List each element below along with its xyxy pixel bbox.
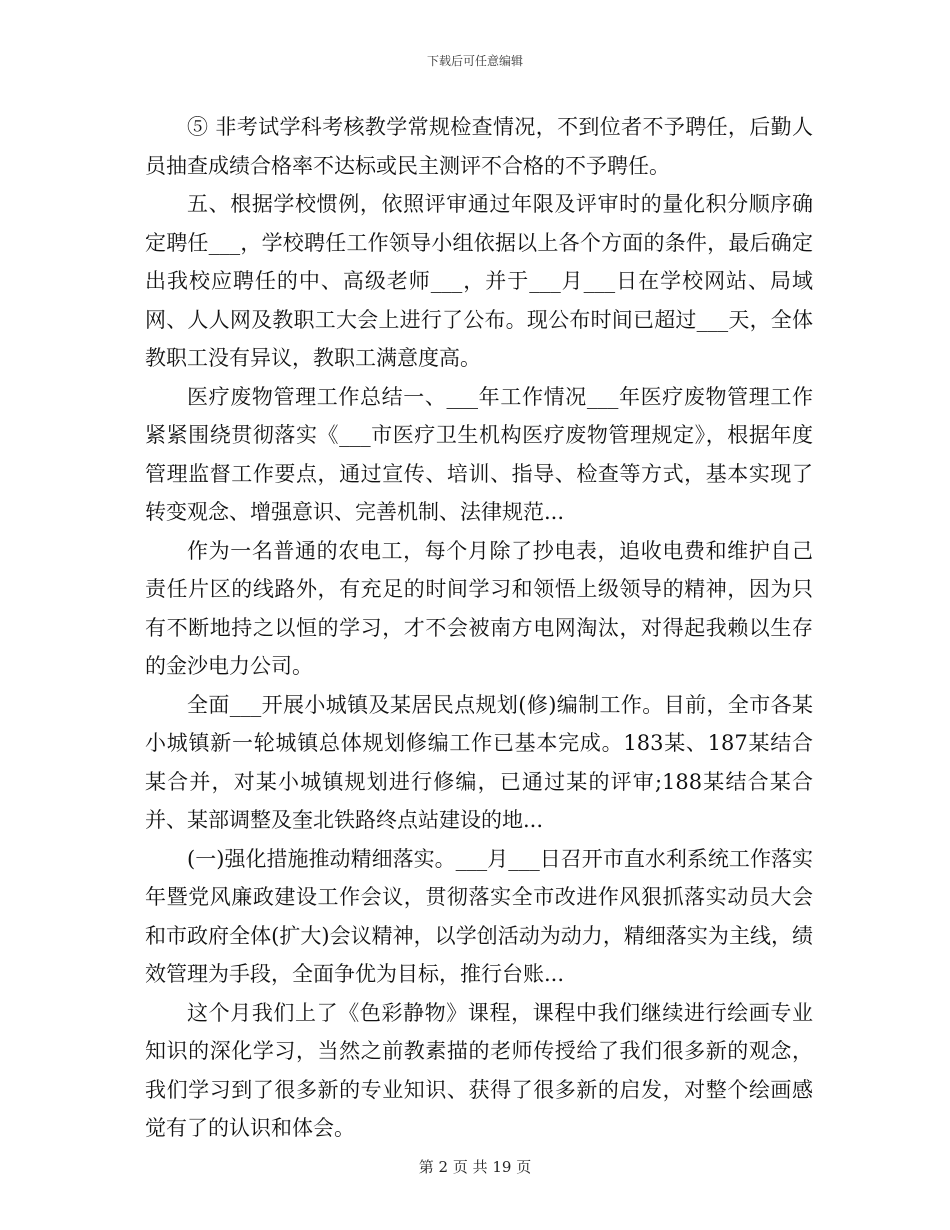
paragraph-7: 这个月我们上了《色彩静物》课程，课程中我们继续进行绘画专业知识的深化学习，当然之前教素描的老师传授给了我们很多新的观念，我们学习到了很多新的专业知识、获得了很多新的启发，对整个绘画感觉有了的认识和体会。: [145, 1000, 813, 1140]
document-body: [145, 108, 813, 1148]
paragraph-4: 作为一名普通的农电工，每个月除了抄电表，追收电费和维护自己责任片区的线路外，有充足的时间学习和领悟上级领导的精神，因为只有不断地持之以恒的学习，才不会被南方电网淘汰，对得起我赖以生存的金沙电力公司。: [145, 538, 813, 678]
paragraph-1: ⑤ 非考试学科考核教学常规检查情况，不到位者不予聘任，后勤人员抽查成绩合格率不达标或民主测评不合格的不予聘任。: [145, 115, 813, 178]
paragraph-6: (一)强化措施推动精细落实。___月___日召开市直水利系统工作落实年暨党风廉政建设工作会议，贯彻落实全市改进作风狠抓落实动员大会和市政府全体(扩大)会议精神，以学创活动为动力，精细落实为主线，绩效管理为手段，全面争优为目标，推行台账...: [145, 846, 813, 986]
page-number: 第 2 页 共 19 页: [418, 1158, 532, 1176]
page-header-note: 下载后可任意编辑: [426, 54, 523, 68]
paragraph-3: 医疗废物管理工作总结一、___年工作情况___年医疗废物管理工作紧紧围绕贯彻落实《___市医疗卫生机构医疗废物管理规定》，根据年度管理监督工作要点，通过宣传、培训、指导、检查等方式，基本实现了转变观念、增强意识、完善机制、法律规范...: [145, 384, 813, 524]
paragraph-2: 五、根据学校惯例，依照评审通过年限及评审时的量化积分顺序确定聘任___，学校聘任工作领导小组依据以上各个方面的条件，最后确定出我校应聘任的中、高级老师___，并于___月___日在学校网站、局域网、人人网及教职工大会上进行了公布。现公布时间已超过___天，全体教职工没有异议，教职工满意度高。: [145, 192, 813, 370]
paragraph-5: 全面___开展小城镇及某居民点规划(修)编制工作。目前，全市各某小城镇新一轮城镇总体规划修编工作已基本完成。183某、187某结合某合并，对某小城镇规划进行修编，已通过某的评审;188某结合某合并、某部调整及奎北铁路终点站建设的地...: [145, 692, 813, 832]
